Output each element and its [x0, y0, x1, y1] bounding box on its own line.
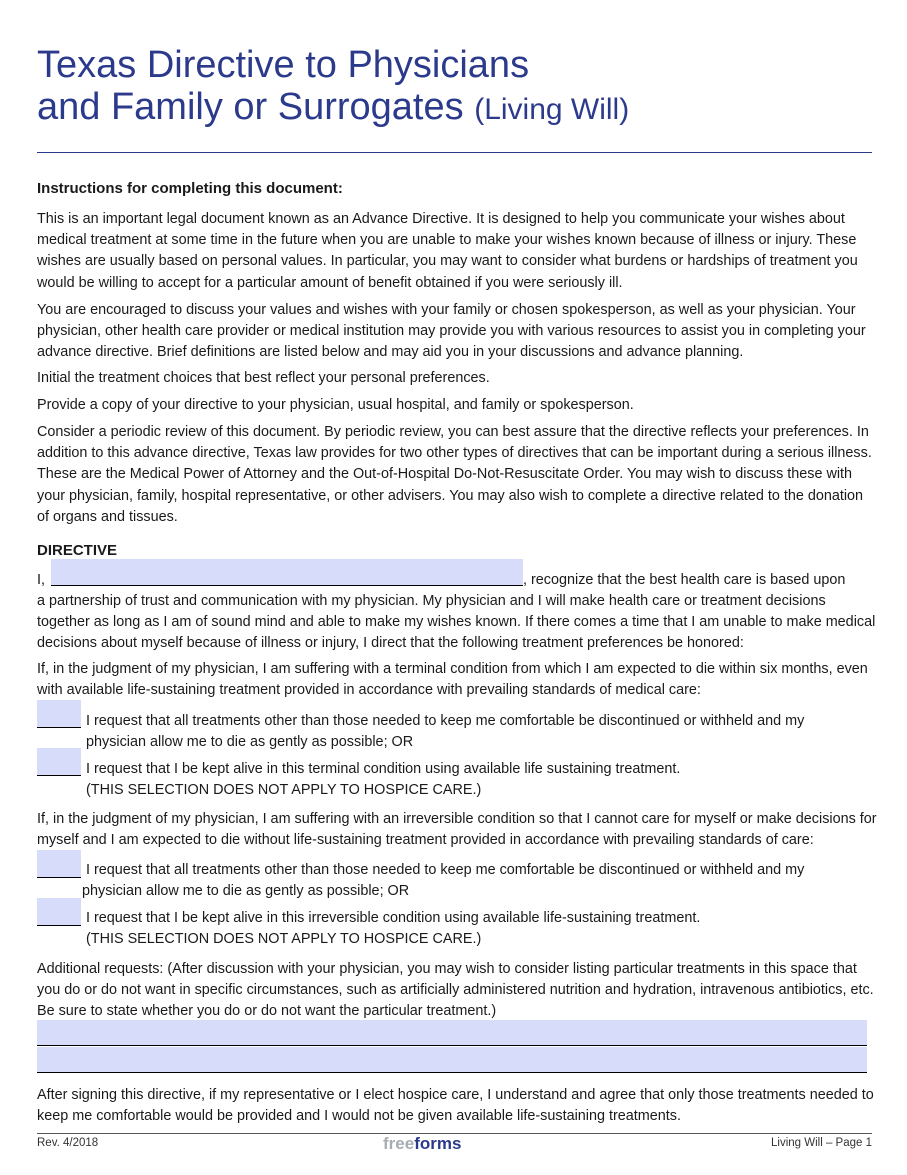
- page-label: Living Will – Page 1: [771, 1137, 872, 1149]
- additional-requests-field-1[interactable]: [37, 1020, 867, 1045]
- hospice-statement: After signing this directive, if my representative or I elect hospice care, I understand and agree that only those treatments needed to keep me comfortable would be provided and I would not be given available life-sustaining treatments.: [37, 1087, 874, 1125]
- terminal-option-1-underline: [37, 727, 81, 728]
- additional-requests-text: Additional requests: (After discussion with your physician, you may wish to consider listing particular treatments in this space that you do or do not want in specific circumstances, such as artificially administered nutrition and hydration, intravenous antibiotics, etc. Be sure to state whether you do or do not want the particular treatment.): [37, 961, 874, 1020]
- irreversible-option-1-underline: [37, 877, 81, 878]
- terminal-option-2-underline: [37, 775, 81, 776]
- irreversible-option-2-initial-field[interactable]: [37, 898, 81, 925]
- instructions-paragraph-1: This is an important legal document known as an Advance Directive. It is designed to help you communicate your wishes about medical treatment at some time in the future when you are unable to make your wishes known because of illness or injury. These wishes are usually based on personal values. In particular, you may want to consider what burdens or hardships of treatment you would be willing to accept for a particular amount of benefit obtained if you were seriously ill.: [37, 211, 858, 291]
- title-divider: [37, 152, 872, 153]
- title-suffix: (Living Will): [474, 93, 630, 126]
- title-line-2: and Family or Surrogates: [37, 86, 464, 128]
- irreversible-option-1-initial-field[interactable]: [37, 850, 81, 877]
- terminal-option-1-line-1: I request that all treatments other than those needed to keep me comfortable be discontinued or withheld and my: [86, 713, 805, 729]
- directive-heading: DIRECTIVE: [37, 542, 118, 559]
- freeforms-logo: [383, 1134, 461, 1154]
- terminal-option-2-line-2: (THIS SELECTION DOES NOT APPLY TO HOSPICE CARE.): [86, 782, 482, 798]
- terminal-option-1-initial-field[interactable]: [37, 700, 81, 727]
- intro-line-1: , recognize that the best health care is based upon: [523, 572, 846, 588]
- intro-paragraph: a partnership of trust and communication with my physician. My physician and I will make health care or treatment decisions together as long as I am of sound mind and able to make my wishes known. If there comes a time that I am unable to make medical decisions about myself because of illness or injury, I direct that the following treatment preferences be honored:: [37, 593, 876, 652]
- revision-label: Rev. 4/2018: [37, 1137, 99, 1149]
- instructions-paragraph-5: Consider a periodic review of this document. By periodic review, you can best assure that the directive reflects your preferences. In addition to this advance directive, Texas law provides for two other types of directives that can be important during a serious illness. These are the Medical Power of Attorney and the Out-of-Hospital Do-Not-Resuscitate Order. You may wish to discuss these with your physician, family, hospital representative, or other advisers. You may also wish to complete a directive related to the donation of organs and tissues.: [37, 424, 872, 525]
- terminal-option-1-line-2: physician allow me to die as gently as possible; OR: [86, 734, 414, 750]
- additional-requests-field-2[interactable]: [37, 1047, 867, 1072]
- name-underline: [51, 585, 523, 586]
- instructions-paragraph-4: Provide a copy of your directive to your physician, usual hospital, and family or spokesperson.: [37, 397, 634, 413]
- irreversible-option-1-line-1: I request that all treatments other than those needed to keep me comfortable be discontinued or withheld and my: [86, 862, 805, 878]
- logo-free-text: free: [383, 1134, 415, 1153]
- additional-requests-underline-1: [37, 1045, 867, 1046]
- instructions-paragraph-2: You are encouraged to discuss your values and wishes with your family or chosen spokesperson, as well as your physician. Your physician, other health care provider or medical institution may provide you with various resources to assist you in completing your advance directive. Brief definitions are listed below and may aid you in your discussions and advance planning.: [37, 302, 866, 361]
- instructions-heading: Instructions for completing this document:: [37, 180, 343, 197]
- terminal-option-2-line-1: I request that I be kept alive in this terminal condition using available life sustaining treatment.: [86, 761, 681, 777]
- name-field[interactable]: [51, 559, 523, 585]
- title-line-1: Texas Directive to Physicians: [37, 44, 530, 86]
- irreversible-option-1-line-2: physician allow me to die as gently as possible; OR: [82, 883, 410, 899]
- instructions-paragraph-3: Initial the treatment choices that best reflect your personal preferences.: [37, 370, 490, 386]
- terminal-condition-text: If, in the judgment of my physician, I am suffering with a terminal condition from which I am expected to die within six months, even with available life-sustaining treatment provided in accordance with prevailing standards of medical care:: [37, 661, 868, 699]
- i-label: I,: [37, 572, 45, 588]
- irreversible-option-2-line-1: I request that I be kept alive in this irreversible condition using available life-sustaining treatment.: [86, 910, 701, 926]
- document-title: [37, 44, 629, 131]
- irreversible-condition-text: If, in the judgment of my physician, I am suffering with an irreversible condition so that I cannot care for myself or make decisions for myself and I am expected to die without life-sustaining treatment provided in accordance with prevailing standards of care:: [37, 811, 877, 849]
- irreversible-option-2-line-2: (THIS SELECTION DOES NOT APPLY TO HOSPICE CARE.): [86, 931, 482, 947]
- terminal-option-2-initial-field[interactable]: [37, 748, 81, 775]
- logo-forms-text: forms: [414, 1134, 462, 1153]
- irreversible-option-2-underline: [37, 925, 81, 926]
- additional-requests-underline-2: [37, 1072, 867, 1073]
